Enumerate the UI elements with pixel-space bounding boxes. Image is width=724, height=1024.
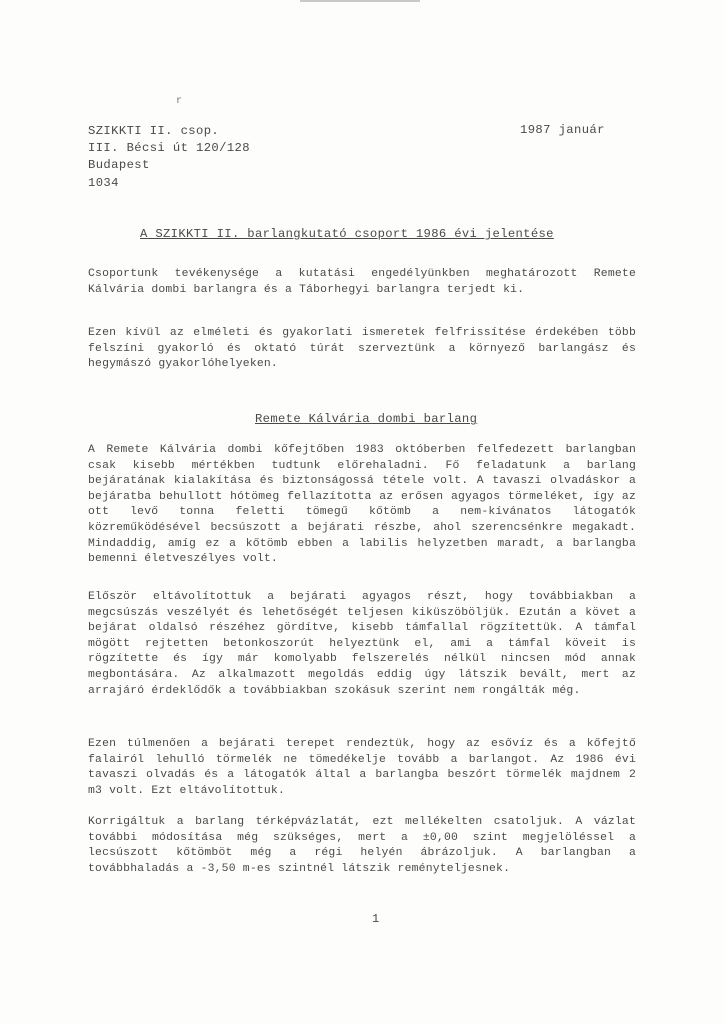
- address-line-2: III. Bécsi út 120/128: [88, 141, 250, 156]
- stray-mark: r: [176, 96, 183, 107]
- section-paragraph: Ezen túlmenően a bejárati terepet rendeztük, hogy az esővíz és a kőfejtő falairól lehulló törmelék ne tömedékelje tovább a barlangot. Az 1986 évi tavaszi olvadás és a látogatók által a barlangba beszórt törmelék majdnem 2 m3 volt. Ezt eltávolítottuk.: [88, 738, 636, 797]
- address-line-1: SZIKKTI II. csop.: [88, 124, 220, 138]
- address-line-3: Budapest: [88, 158, 150, 173]
- page-number: 1: [372, 912, 380, 926]
- address-line-4: 1034: [88, 175, 119, 190]
- section-paragraph: A Remete Kálvária dombi kőfejtőben 1983 októberben felfedezett barlangban csak kisebb mértékben tudtunk előrehaladni. Fő feladatunk a barlang bejáratának kialakítása és biztonságossá tétele volt. A tavaszi olvadáskor a bejáratba behullott hótömeg fellazította az erősen agyagos törmeléket, így az ott levő tonna feletti tömegű kőtömb a nem-kívánatos látogatók közreműködésével becsúszott a bejárati részbe, ahol szerencsénkre megakadt. Mindaddig, amíg ez a kőtömb ebben a labilis helyzetben maradt, a barlangba bemenni életveszélyes volt.: [88, 444, 636, 566]
- report-date: 1987 január: [520, 123, 605, 137]
- report-title: A SZIKKTI II. barlangkutató csoport 1986 évi jelentése: [140, 227, 554, 241]
- scan-edge-mark: [300, 0, 420, 6]
- intro-paragraph: Ezen kívül az elméleti és gyakorlati ismeretek felfrissítése érdekében több felszíni gyakorló és oktató túrát szerveztünk a környező barlangász és hegymászó gyakorlóhelyeken.: [88, 327, 636, 371]
- sender-address: [88, 123, 250, 192]
- section-paragraph: Korrigáltuk a barlang térképvázlatát, ezt mellékelten csatoljuk. A vázlat további módosítása még szükséges, mert a ±0,00 szint megjelöléssel a lecsúszott kőtömböt még a régi helyén ábrázoljuk. A barlangban a továbbhaladás a -3,50 m-es szintnél látszik reményteljesnek.: [88, 816, 636, 875]
- section-title: Remete Kálvária dombi barlang: [255, 412, 478, 426]
- section-paragraph: Először eltávolítottuk a bejárati agyagos részt, hogy továbbiakban a megcsúszás veszélyét és lehetőségét teljesen kiküszöböljük. Ezután a követ a bejárat oldalsó részéhez gördítve, kisebb támfallal rögzítettük. A támfal mögött rejtetten betonkoszorút helyeztünk el, ami a támfal köveit is rögzítette és így már komolyabb felszerelés nélkül nincsen mód annak megbontására. Az alkalmazott megoldás eddig úgy látszik bevált, mert az arrajáró érdeklődők a továbbiakban szokásuk szerint nem rongálták még.: [88, 591, 636, 697]
- intro-paragraph: Csoportunk tevékenysége a kutatási engedélyünkben meghatározott Remete Kálvária dombi barlangra és a Táborhegyi barlangra terjedt ki.: [88, 268, 636, 296]
